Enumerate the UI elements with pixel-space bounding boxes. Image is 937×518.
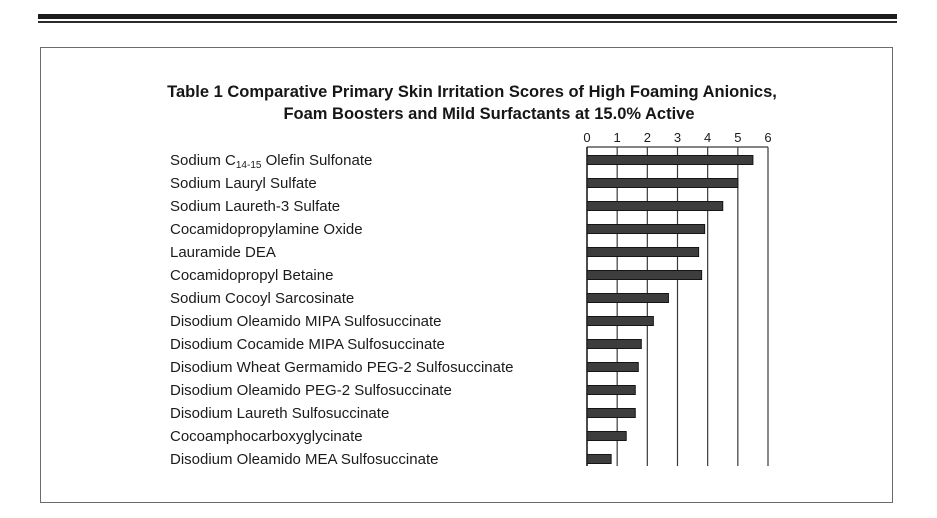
- bar: [587, 156, 753, 165]
- category-label: Disodium Cocamide MIPA Sulfosuccinate: [170, 336, 445, 353]
- x-tick-label: 0: [583, 130, 591, 145]
- category-label: Disodium Wheat Germamido PEG-2 Sulfosuccinate: [170, 359, 514, 376]
- bar: [587, 409, 635, 418]
- category-label: Disodium Oleamido PEG-2 Sulfosuccinate: [170, 382, 452, 399]
- x-tick-label: 5: [734, 130, 742, 145]
- category-label: Lauramide DEA: [170, 244, 276, 261]
- category-labels: [170, 152, 513, 468]
- x-axis-tick-labels: [583, 130, 771, 145]
- category-label: Disodium Oleamido MEA Sulfosuccinate: [170, 451, 439, 468]
- category-label: Cocamidopropylamine Oxide: [170, 221, 363, 238]
- x-tick-label: 3: [673, 130, 682, 145]
- bar: [587, 202, 723, 211]
- category-label: Sodium Lauryl Sulfate: [170, 175, 317, 192]
- table-title-line-2: Foam Boosters and Mild Surfactants at 15.0% Active: [283, 105, 695, 123]
- x-tick-label: 6: [764, 130, 772, 145]
- chart-bars: [587, 156, 753, 464]
- category-label: Disodium Laureth Sulfosuccinate: [170, 405, 390, 422]
- bar: [587, 225, 705, 234]
- bar: [587, 248, 699, 257]
- x-tick-label: 1: [613, 130, 621, 145]
- bar: [587, 340, 641, 349]
- bar: [587, 271, 702, 280]
- bar: [587, 294, 668, 303]
- x-tick-label: 4: [704, 130, 712, 145]
- category-label: Cocamidopropyl Betaine: [170, 267, 334, 284]
- x-tick-label: 2: [643, 130, 651, 145]
- bar: [587, 317, 653, 326]
- category-label: Sodium Laureth-3 Sulfate: [170, 198, 341, 215]
- table-title-line-1: Table 1 Comparative Primary Skin Irritation Scores of High Foaming Anionics,: [167, 83, 777, 101]
- bar: [587, 432, 626, 441]
- bar: [587, 455, 611, 464]
- category-label: Disodium Oleamido MIPA Sulfosuccinate: [170, 313, 442, 330]
- category-label: Sodium Cocoyl Sarcosinate: [170, 290, 355, 307]
- bar: [587, 386, 635, 395]
- bar: [587, 363, 638, 372]
- category-label: Sodium $C_{14-15}$ Olefin Sulfonate: [170, 152, 373, 171]
- bar: [587, 179, 738, 188]
- chart-gridlines: [587, 147, 768, 466]
- category-label: Cocoamphocarboxyglycinate: [170, 428, 363, 445]
